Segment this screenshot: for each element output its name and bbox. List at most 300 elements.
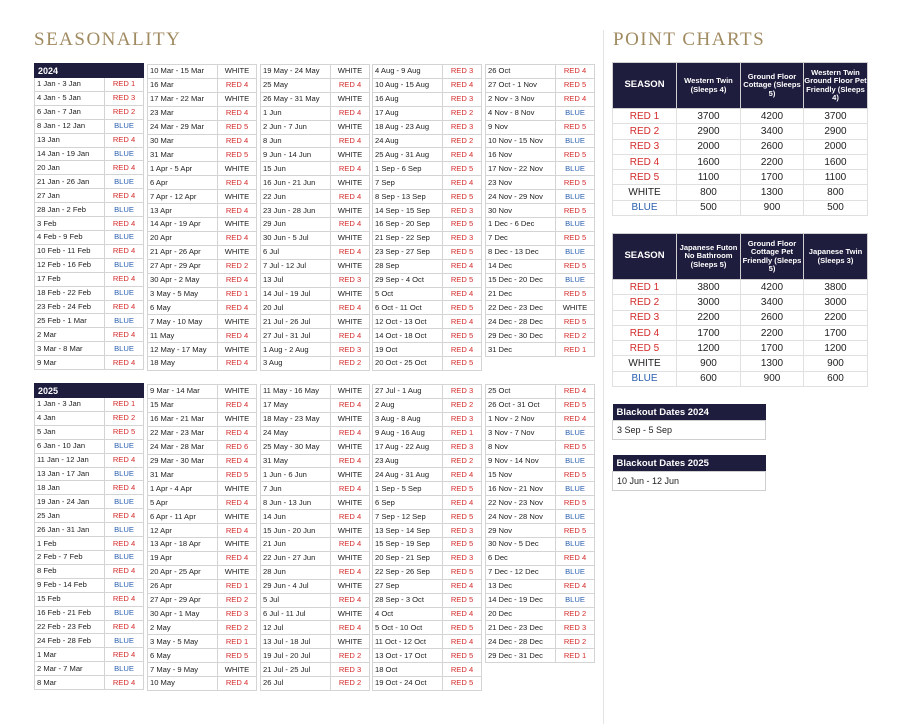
season-row	[373, 551, 482, 565]
season-row	[261, 162, 370, 176]
season-code: RED 3	[443, 65, 482, 79]
season-row	[486, 440, 595, 454]
season-row	[486, 454, 595, 468]
season-row	[35, 314, 144, 328]
season-table-2025-col3	[260, 384, 370, 691]
date-range: 22 Jun	[261, 190, 331, 204]
season-code: RED 3	[556, 621, 595, 635]
season-label: RED 3	[613, 310, 677, 325]
date-range: 13 Apr	[148, 204, 218, 218]
season-row	[148, 454, 257, 468]
season-row	[486, 482, 595, 496]
season-table-2024-col1	[34, 63, 144, 370]
season-row	[148, 649, 257, 663]
points-value: 2200	[741, 154, 804, 169]
date-range: 19 May - 24 May	[261, 65, 331, 79]
season-code: RED 4	[105, 133, 144, 147]
season-code: BLUE	[556, 162, 595, 176]
season-label: RED 2	[613, 295, 677, 310]
season-code: WHITE	[218, 482, 257, 496]
season-code: RED 2	[331, 357, 370, 371]
date-range: 23 Aug	[373, 454, 443, 468]
date-range: 28 Sep - 3 Oct	[373, 593, 443, 607]
date-range: 24 Aug	[373, 134, 443, 148]
season-row	[373, 134, 482, 148]
season-code: RED 3	[443, 412, 482, 426]
season-row	[486, 385, 595, 399]
season-row	[148, 551, 257, 565]
date-range: 14 Dec	[486, 259, 556, 273]
season-code: RED 2	[105, 105, 144, 119]
season-row	[148, 329, 257, 343]
season-row	[35, 411, 144, 425]
date-range: 24 May	[261, 426, 331, 440]
season-code: BLUE	[556, 510, 595, 524]
season-row	[148, 245, 257, 259]
season-row	[148, 593, 257, 607]
date-range: 6 Apr - 11 Apr	[148, 510, 218, 524]
season-row	[373, 245, 482, 259]
season-code: RED 5	[443, 510, 482, 524]
season-code: BLUE	[105, 203, 144, 217]
season-row	[148, 482, 257, 496]
points-value: 500	[677, 200, 741, 215]
date-range: 22 Mar - 23 Mar	[148, 426, 218, 440]
points-row	[613, 154, 868, 169]
season-row	[148, 468, 257, 482]
date-range: 31 Dec	[486, 343, 556, 357]
season-code: RED 2	[443, 398, 482, 412]
unit-header: Western Twin Ground Floor Pet Friendly (Sleeps 4)	[804, 63, 868, 109]
date-range: 21 Dec - 23 Dec	[486, 621, 556, 635]
season-row	[35, 78, 144, 92]
season-code: RED 4	[105, 217, 144, 231]
season-code: BLUE	[556, 426, 595, 440]
season-row	[373, 162, 482, 176]
date-range: 4 Jan - 5 Jan	[35, 91, 105, 105]
season-table-2024-col4	[372, 64, 482, 371]
date-range: 1 Mar	[35, 648, 105, 662]
date-range: 26 Oct - 31 Oct	[486, 398, 556, 412]
points-value: 1600	[677, 154, 741, 169]
season-row	[373, 204, 482, 218]
points-row	[613, 170, 868, 185]
date-range: 18 May	[148, 357, 218, 371]
points-value: 900	[741, 200, 804, 215]
season-code: RED 3	[331, 343, 370, 357]
season-code: RED 4	[443, 259, 482, 273]
date-range: 5 Apr	[148, 496, 218, 510]
points-value: 1700	[741, 341, 804, 356]
points-row	[613, 109, 868, 124]
date-range: 2 Nov - 3 Nov	[486, 92, 556, 106]
season-header: SEASON	[613, 234, 677, 280]
points-row	[613, 280, 868, 295]
season-code: RED 2	[443, 134, 482, 148]
point-chart-1	[612, 62, 868, 216]
season-code: BLUE	[105, 230, 144, 244]
season-table-2024-col5	[485, 64, 595, 357]
season-code: WHITE	[218, 92, 257, 106]
points-value: 3800	[804, 280, 868, 295]
season-row	[35, 203, 144, 217]
season-row	[148, 496, 257, 510]
point-charts-title: POINT CHARTS	[613, 29, 766, 50]
date-range: 16 Aug	[373, 92, 443, 106]
season-row	[373, 65, 482, 79]
season-row	[35, 495, 144, 509]
season-code: RED 2	[218, 593, 257, 607]
date-range: 23 Feb - 24 Feb	[35, 300, 105, 314]
season-row	[35, 189, 144, 203]
date-range: 23 Mar	[148, 106, 218, 120]
points-value: 3700	[677, 109, 741, 124]
date-range: 25 May - 30 May	[261, 440, 331, 454]
season-code: WHITE	[331, 607, 370, 621]
season-code: WHITE	[331, 468, 370, 482]
date-range: 9 Nov	[486, 120, 556, 134]
season-code: RED 5	[556, 287, 595, 301]
season-code: RED 4	[331, 398, 370, 412]
season-code: WHITE	[218, 245, 257, 259]
season-row	[35, 133, 144, 147]
date-range: 15 Nov	[486, 468, 556, 482]
season-code: RED 4	[105, 537, 144, 551]
points-value: 1700	[804, 325, 868, 340]
date-range: 2 Feb - 7 Feb	[35, 550, 105, 564]
date-range: 15 Dec - 20 Dec	[486, 273, 556, 287]
season-row	[35, 537, 144, 551]
season-code: WHITE	[218, 217, 257, 231]
date-range: 16 Nov	[486, 148, 556, 162]
date-range: 6 Jul - 11 Jul	[261, 607, 331, 621]
date-range: 19 Jul - 20 Jul	[261, 649, 331, 663]
season-row	[148, 217, 257, 231]
date-range: 24 Mar - 28 Mar	[148, 440, 218, 454]
date-range: 5 Jul	[261, 593, 331, 607]
season-code: WHITE	[331, 315, 370, 329]
season-code: WHITE	[218, 510, 257, 524]
season-row	[35, 481, 144, 495]
date-range: 26 Jan - 31 Jan	[35, 523, 105, 537]
date-range: 10 Mar - 15 Mar	[148, 65, 218, 79]
season-row	[373, 426, 482, 440]
date-range: 14 Dec - 19 Dec	[486, 593, 556, 607]
date-range: 1 Jun - 6 Jun	[261, 468, 331, 482]
season-row	[35, 175, 144, 189]
season-row	[261, 245, 370, 259]
season-code: WHITE	[218, 412, 257, 426]
season-table-2025-col4	[372, 384, 482, 691]
date-range: 2 Mar - 7 Mar	[35, 662, 105, 676]
points-value: 1300	[741, 185, 804, 200]
date-range: 31 Mar	[148, 468, 218, 482]
season-row	[486, 231, 595, 245]
date-range: 24 Aug - 31 Aug	[373, 468, 443, 482]
date-range: 27 Jan	[35, 189, 105, 203]
date-range: 21 Dec	[486, 287, 556, 301]
date-range: 18 Aug - 23 Aug	[373, 120, 443, 134]
date-range: 20 Apr - 25 Apr	[148, 565, 218, 579]
season-table-2025-col2	[147, 384, 257, 691]
season-code: RED 4	[331, 301, 370, 315]
season-row	[148, 607, 257, 621]
date-range: 17 Feb	[35, 272, 105, 286]
date-range: 8 Sep - 13 Sep	[373, 190, 443, 204]
points-value: 3400	[741, 295, 804, 310]
season-row	[486, 162, 595, 176]
season-row	[261, 273, 370, 287]
date-range: 3 Aug - 8 Aug	[373, 412, 443, 426]
points-value: 3000	[677, 295, 741, 310]
date-range: 1 Jan - 3 Jan	[35, 398, 105, 412]
season-code: RED 4	[105, 509, 144, 523]
date-range: 29 Dec - 31 Dec	[486, 649, 556, 663]
season-label: BLUE	[613, 200, 677, 215]
date-range: 1 Apr - 5 Apr	[148, 162, 218, 176]
season-code: RED 4	[105, 648, 144, 662]
date-range: 17 Mar - 22 Mar	[148, 92, 218, 106]
season-row	[261, 621, 370, 635]
date-range: 24 Dec - 28 Dec	[486, 635, 556, 649]
points-value: 1300	[741, 356, 804, 371]
season-row	[35, 592, 144, 606]
season-code: RED 4	[218, 301, 257, 315]
season-row	[486, 329, 595, 343]
season-row	[261, 329, 370, 343]
season-row	[486, 551, 595, 565]
season-code: RED 5	[443, 565, 482, 579]
season-code: RED 4	[105, 453, 144, 467]
season-code: RED 5	[443, 273, 482, 287]
season-code: RED 5	[556, 78, 595, 92]
date-range: 13 Dec	[486, 579, 556, 593]
season-code: RED 1	[218, 579, 257, 593]
season-code: RED 6	[218, 440, 257, 454]
season-code: BLUE	[105, 175, 144, 189]
season-code: RED 4	[443, 315, 482, 329]
season-code: BLUE	[556, 134, 595, 148]
season-row	[35, 564, 144, 578]
date-range: 21 Jul - 26 Jul	[261, 315, 331, 329]
season-code: RED 4	[556, 551, 595, 565]
date-range: 22 Nov - 23 Nov	[486, 496, 556, 510]
unit-header: Japanese Futon No Bathroom (Sleeps 5)	[677, 234, 741, 280]
date-range: 11 Jan - 12 Jan	[35, 453, 105, 467]
unit-header: Western Twin (Sleeps 4)	[677, 63, 741, 109]
season-row	[35, 328, 144, 342]
column-divider	[603, 30, 604, 724]
year-header: 2025	[35, 384, 144, 398]
season-row	[261, 190, 370, 204]
date-range: 8 Feb	[35, 564, 105, 578]
season-row	[373, 385, 482, 399]
season-row	[261, 468, 370, 482]
season-code: WHITE	[331, 148, 370, 162]
date-range: 10 May	[148, 677, 218, 691]
season-row	[261, 204, 370, 218]
season-row	[486, 635, 595, 649]
date-range: 12 Jul	[261, 621, 331, 635]
season-code: WHITE	[331, 259, 370, 273]
season-code: RED 4	[556, 579, 595, 593]
season-code: WHITE	[331, 231, 370, 245]
date-range: 8 Jan - 12 Jan	[35, 119, 105, 133]
season-code: RED 3	[443, 385, 482, 399]
season-code: RED 2	[556, 607, 595, 621]
unit-header: Ground Floor Cottage (Sleeps 5)	[741, 63, 804, 109]
season-row	[486, 148, 595, 162]
season-label: WHITE	[613, 356, 677, 371]
date-range: 17 Nov - 22 Nov	[486, 162, 556, 176]
season-row	[35, 509, 144, 523]
season-row	[486, 468, 595, 482]
season-code: RED 4	[105, 676, 144, 690]
season-row	[261, 524, 370, 538]
season-code: RED 4	[331, 134, 370, 148]
season-code: RED 4	[331, 329, 370, 343]
season-code: RED 4	[331, 537, 370, 551]
season-table-2024-col3	[260, 64, 370, 371]
season-row	[261, 315, 370, 329]
season-row	[261, 106, 370, 120]
season-row	[373, 607, 482, 621]
date-range: 12 Feb - 16 Feb	[35, 258, 105, 272]
season-row	[148, 176, 257, 190]
season-code: WHITE	[331, 635, 370, 649]
season-row	[35, 676, 144, 690]
seasonality-title: SEASONALITY	[34, 29, 182, 50]
date-range: 20 Jan	[35, 161, 105, 175]
season-code: RED 4	[331, 106, 370, 120]
date-range: 14 Jan - 19 Jan	[35, 147, 105, 161]
season-code: RED 4	[105, 161, 144, 175]
season-code: RED 4	[218, 134, 257, 148]
season-row	[35, 578, 144, 592]
points-row	[613, 200, 868, 215]
season-row	[148, 412, 257, 426]
date-range: 19 Jan - 24 Jan	[35, 495, 105, 509]
season-row	[486, 398, 595, 412]
season-code: RED 5	[443, 301, 482, 315]
season-row	[373, 510, 482, 524]
date-range: 14 Jul - 19 Jul	[261, 287, 331, 301]
season-code: RED 2	[218, 621, 257, 635]
points-value: 2200	[804, 310, 868, 325]
season-row	[373, 468, 482, 482]
season-code: RED 3	[331, 273, 370, 287]
points-row	[613, 325, 868, 340]
season-code: BLUE	[105, 439, 144, 453]
date-range: 3 Aug	[261, 357, 331, 371]
season-row	[35, 439, 144, 453]
unit-header: Ground Floor Cottage Pet Friendly (Sleeps 5)	[741, 234, 804, 280]
date-range: 28 Jun	[261, 565, 331, 579]
season-row	[261, 357, 370, 371]
season-row	[148, 315, 257, 329]
season-code: RED 1	[556, 649, 595, 663]
points-value: 3400	[741, 124, 804, 139]
season-code: RED 3	[218, 607, 257, 621]
season-code: RED 4	[105, 189, 144, 203]
season-row	[261, 231, 370, 245]
season-row	[148, 635, 257, 649]
season-row	[373, 537, 482, 551]
season-code: BLUE	[556, 565, 595, 579]
date-range: 3 May - 5 May	[148, 287, 218, 301]
date-range: 30 Apr - 2 May	[148, 273, 218, 287]
season-code: RED 1	[105, 398, 144, 412]
season-row	[486, 190, 595, 204]
blackout-2024-dates: 3 Sep - 5 Sep	[613, 421, 766, 440]
season-row	[373, 357, 482, 371]
season-row	[35, 425, 144, 439]
date-range: 19 Oct - 24 Oct	[373, 677, 443, 691]
points-row	[613, 341, 868, 356]
season-row	[373, 635, 482, 649]
season-code: WHITE	[218, 343, 257, 357]
season-code: RED 4	[218, 398, 257, 412]
season-row	[373, 593, 482, 607]
points-value: 4200	[741, 280, 804, 295]
season-row	[35, 467, 144, 481]
season-row	[261, 176, 370, 190]
date-range: 19 Apr	[148, 551, 218, 565]
season-code: RED 5	[556, 496, 595, 510]
season-row	[486, 579, 595, 593]
season-row	[35, 147, 144, 161]
season-code: RED 4	[443, 343, 482, 357]
date-range: 26 Apr	[148, 579, 218, 593]
season-row	[373, 440, 482, 454]
season-code: RED 5	[443, 245, 482, 259]
season-code: BLUE	[105, 634, 144, 648]
points-value: 900	[677, 356, 741, 371]
date-range: 26 Jul	[261, 677, 331, 691]
season-row	[261, 440, 370, 454]
date-range: 1 Jan - 3 Jan	[35, 78, 105, 92]
season-row	[261, 385, 370, 399]
season-code: RED 3	[443, 92, 482, 106]
season-code: RED 4	[218, 273, 257, 287]
season-code: RED 5	[556, 204, 595, 218]
date-range: 7 May - 9 May	[148, 663, 218, 677]
season-code: RED 5	[218, 649, 257, 663]
season-row	[148, 398, 257, 412]
date-range: 7 Sep - 12 Sep	[373, 510, 443, 524]
season-row	[261, 259, 370, 273]
season-code: WHITE	[218, 385, 257, 399]
season-row	[148, 106, 257, 120]
date-range: 21 Sep - 22 Sep	[373, 231, 443, 245]
date-range: 29 Jun - 4 Jul	[261, 579, 331, 593]
date-range: 10 Nov - 15 Nov	[486, 134, 556, 148]
season-code: WHITE	[331, 92, 370, 106]
season-row	[261, 92, 370, 106]
season-code: WHITE	[218, 190, 257, 204]
season-row	[486, 176, 595, 190]
season-row	[486, 524, 595, 538]
season-row	[373, 329, 482, 343]
season-code: RED 4	[105, 272, 144, 286]
season-code: RED 1	[105, 78, 144, 92]
season-row	[148, 92, 257, 106]
date-range: 16 Nov - 21 Nov	[486, 482, 556, 496]
season-code: RED 4	[218, 677, 257, 691]
season-row	[35, 91, 144, 105]
season-row	[261, 412, 370, 426]
date-range: 16 Feb - 21 Feb	[35, 606, 105, 620]
